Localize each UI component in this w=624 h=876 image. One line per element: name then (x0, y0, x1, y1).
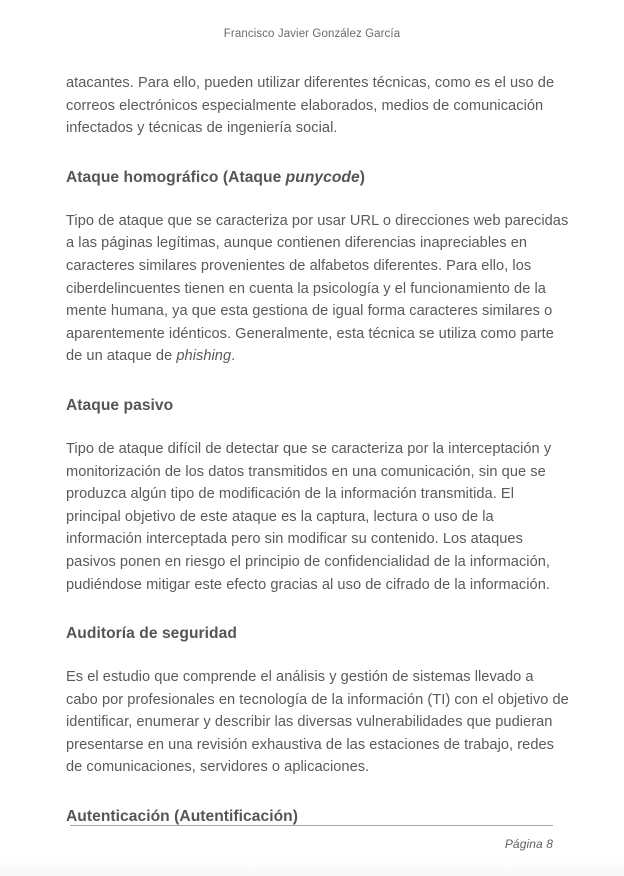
heading-autenticacion: Autenticación (Autentificación) (66, 808, 298, 826)
page-bottom-edge (0, 858, 624, 876)
paragraph-text-italic: phishing (176, 348, 232, 365)
spacer (66, 368, 569, 395)
paragraph-text-prefix: Tipo de ataque que se caracteriza por usar URL o direcciones web parecidas a las páginas legítimas, aunque contienen diferencias inapreciables en caracteres similares provenientes de alfabetos diferentes. Para ello, los ciberdelincuentes tienen en cuenta la psicología y el funcionamiento de la mente humana, ya que esta gestiona de igual forma caracteres similares o aparentemente idénticos. Generalmente, esta técnica se utiliza como parte de un ataque de (66, 212, 569, 365)
paragraph-text-suffix: . (231, 348, 236, 365)
spacer (66, 189, 569, 210)
page-content (66, 72, 569, 828)
spacer (66, 779, 569, 806)
paragraph-ataque-homografico (66, 210, 569, 368)
spacer (66, 596, 569, 623)
heading-auditoria-de-seguridad: Auditoría de seguridad (66, 625, 237, 643)
heading-text-suffix: ) (359, 168, 365, 186)
spacer (66, 417, 569, 438)
spacer (66, 645, 569, 666)
paragraph-auditoria-de-seguridad: Es el estudio que comprende el análisis y gestión de sistemas llevado a cabo por profesionales en tecnología de la información (TI) con el objetivo de identificar, enumerar y describir las diversas vulnerabilidades que pudieran presentarse en una revisión exhaustiva de las estaciones de trabajo, redes de comunicaciones, servidores o aplicaciones. (66, 669, 569, 776)
heading-ataque-homografico (66, 167, 569, 189)
heading-text-italic: punycode (285, 168, 360, 186)
heading-text-prefix: Ataque homográfico (Ataque (66, 168, 286, 186)
continued-paragraph: atacantes. Para ello, pueden utilizar diferentes técnicas, como es el uso de correos electrónicos especialmente elaborados, medios de comunicación infectados y técnicas de ingeniería social. (66, 75, 555, 137)
running-header: Francisco Javier González García (223, 28, 401, 40)
paragraph-ataque-pasivo: Tipo de ataque difícil de detectar que se caracteriza por la interceptación y monitorización de los datos transmitidos en una comunicación, sin que se produzca algún tipo de modificación de la información transmitida. El principal objetivo de este ataque es la captura, lectura o uso de la información interceptada pero sin modificar su contenido. Los ataques pasivos ponen en riesgo el principio de confidencialidad de la información, pudiéndose mitigar este efecto gracias al uso de cifrado de la información. (66, 440, 552, 593)
page-footer (70, 825, 553, 852)
footer-page-number: Página 8 (504, 837, 553, 851)
heading-ataque-pasivo: Ataque pasivo (66, 396, 174, 414)
spacer (66, 140, 569, 167)
footer-divider (70, 825, 553, 826)
